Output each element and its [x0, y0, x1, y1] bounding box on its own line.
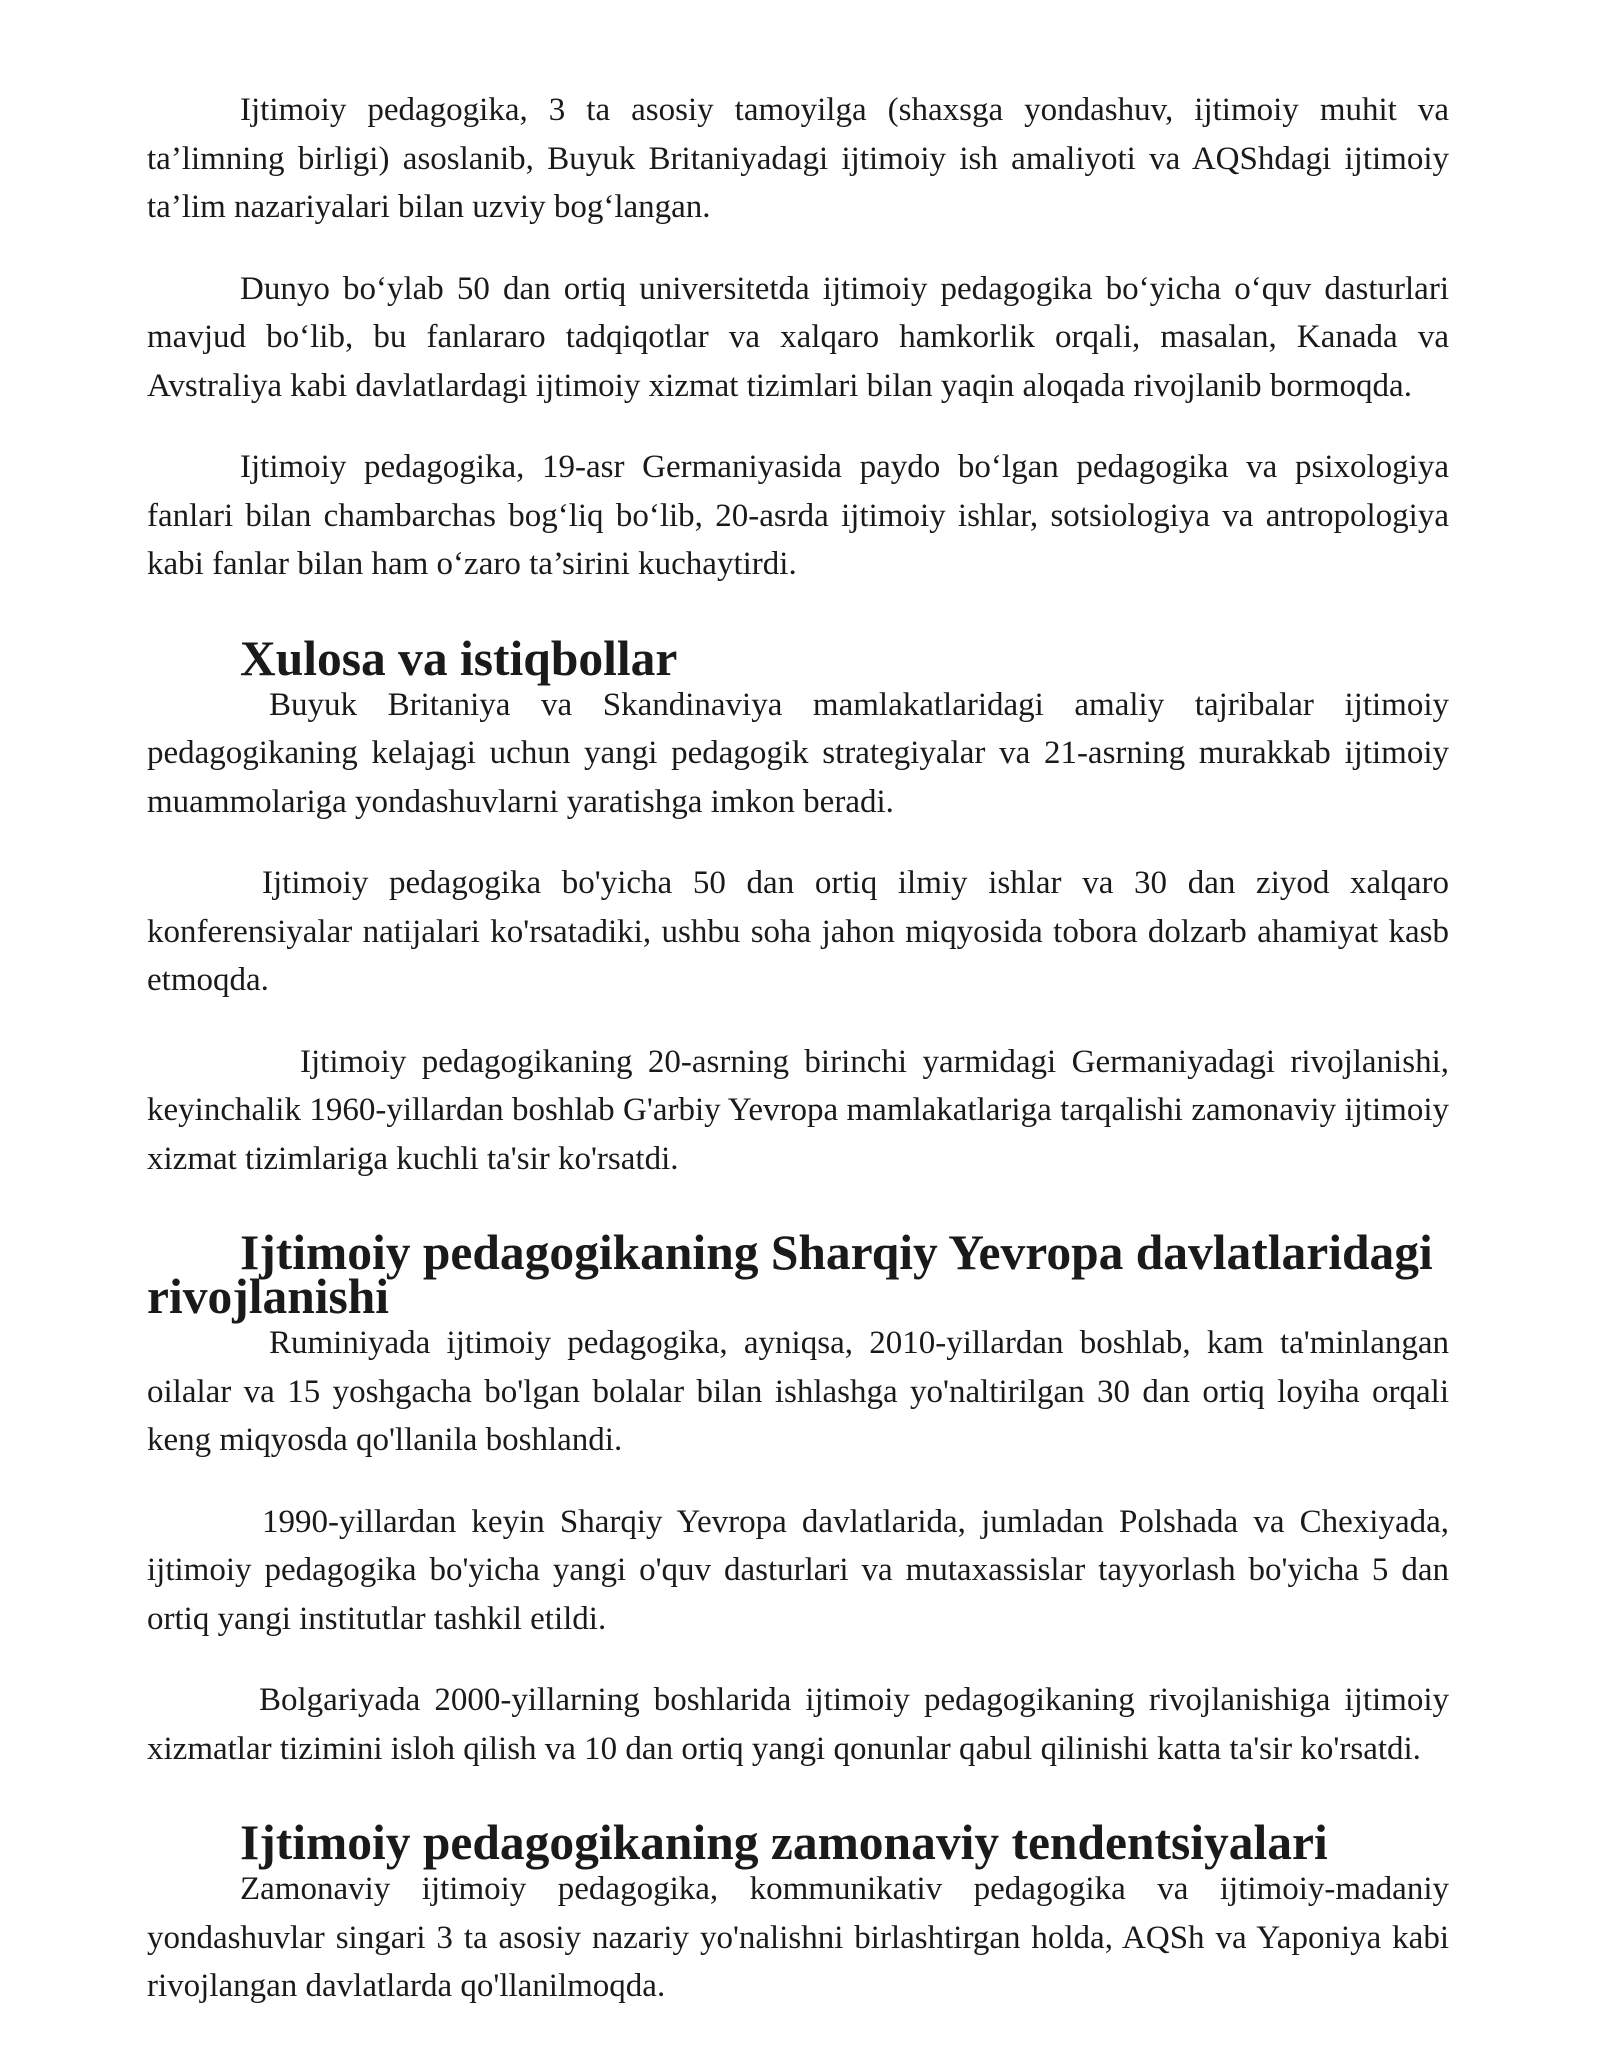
- paragraph-ilmiy-ishlar: Ijtimoiy pedagogika bo'yicha 50 dan ortiq ilmiy ishlar va 30 dan ziyod xalqaro konferensiyalar natijalari ko'rsatadiki, ushbu soha jahon miqyosida tobora dolzarb ahamiyat kasb etmoqda.: [147, 865, 1449, 998]
- paragraph-bolgariya: Bolgariyada 2000-yillarning boshlarida ijtimoiy pedagogikaning rivojlanishiga ijtimoiy xizmatlar tizimini isloh qilish va 10 dan ortiq yangi qonunlar qabul qilinishi katta ta'sir ko'rsatdi.: [147, 1682, 1449, 1767]
- section-heading-sharqiy-yevropa: Ijtimoiy pedagogikaning Sharqiy Yevropa davlatlaridagi rivojlanishi: [147, 1225, 1433, 1324]
- paragraph-tarix: Ijtimoiy pedagogika, 19-asr Germaniyasida paydo bo‘lgan pedagogika va psixologiya fanlari bilan chambarchas bog‘liq bo‘lib, 20-asrda ijtimoiy ishlar, sotsiologiya va antropologiya kabi fanlar bilan ham o‘zaro ta’sirini kuchaytirdi.: [147, 449, 1449, 582]
- paragraph-polsha-chexiya: 1990-yillardan keyin Sharqiy Yevropa davlatlarida, jumladan Polshada va Chexiyada, ijtimoiy pedagogika bo'yicha yangi o'quv dasturlari va mutaxassislar tayyorlash bo'yicha 5 dan ortiq yangi institutlar tashkil etildi.: [147, 1503, 1449, 1637]
- paragraph-ruminiya: Ruminiyada ijtimoiy pedagogika, ayniqsa, 2010-yillardan boshlab, kam ta'minlangan oilalar va 15 yoshgacha bo'lgan bolalar bilan ishlashga yo'naltirilgan 30 dan ortiq loyiha orqali keng miqyosda qo'llanila boshlandi.: [147, 1325, 1449, 1458]
- paragraph-universitetlar: Dunyo bo‘ylab 50 dan ortiq universitetda ijtimoiy pedagogika bo‘yicha o‘quv dasturlari mavjud bo‘lib, bu fanlararo tadqiqotlar va xalqaro hamkorlik orqali, masalan, Kanada va Avstraliya kabi davlatlardagi ijtimoiy xizmat tizimlari bilan yaqin aloqada rivojlanib bormoqda.: [147, 270, 1449, 404]
- document-page: [147, 86, 1449, 2011]
- paragraph-tamoyillar: Ijtimoiy pedagogika, 3 ta asosiy tamoyilga (shaxsga yondashuv, ijtimoiy muhit va ta’limning birligi) asoslanib, Buyuk Britaniyadagi ijtimoiy ish amaliyoti va AQShdagi ijtimoiy ta’lim nazariyalari bilan uzviy bog‘langan.: [147, 92, 1449, 225]
- paragraph-britaniya-skandinaviya: Buyuk Britaniya va Skandinaviya mamlakatlaridagi amaliy tajribalar ijtimoiy pedagogikaning kelajagi uchun yangi pedagogik strategiyalar va 21-asrning murakkab ijtimoiy muammolariga yondashuvlarni yaratishga imkon beradi.: [147, 686, 1449, 820]
- section-heading-xulosa: Xulosa va istiqbollar: [240, 630, 678, 686]
- section-heading-tendentsiyalar: Ijtimoiy pedagogikaning zamonaviy tendentsiyalari: [240, 1815, 1328, 1870]
- paragraph-zamonaviy: Zamonaviy ijtimoiy pedagogika, kommunikativ pedagogika va ijtimoiy-madaniy yondashuvlar singari 3 ta asosiy nazariy yo'nalishni birlashtirgan holda, AQSh va Yaponiya kabi rivojlangan davlatlarda qo'llanilmoqda.: [147, 1871, 1449, 2004]
- paragraph-germaniya-rivojlanish: Ijtimoiy pedagogikaning 20-asrning birinchi yarmidagi Germaniyadagi rivojlanishi, keyinchalik 1960-yillardan boshlab G'arbiy Yevropa mamlakatlariga tarqalishi zamonaviy ijtimoiy xizmat tizimlariga kuchli ta'sir ko'rsatdi.: [147, 1043, 1449, 1177]
